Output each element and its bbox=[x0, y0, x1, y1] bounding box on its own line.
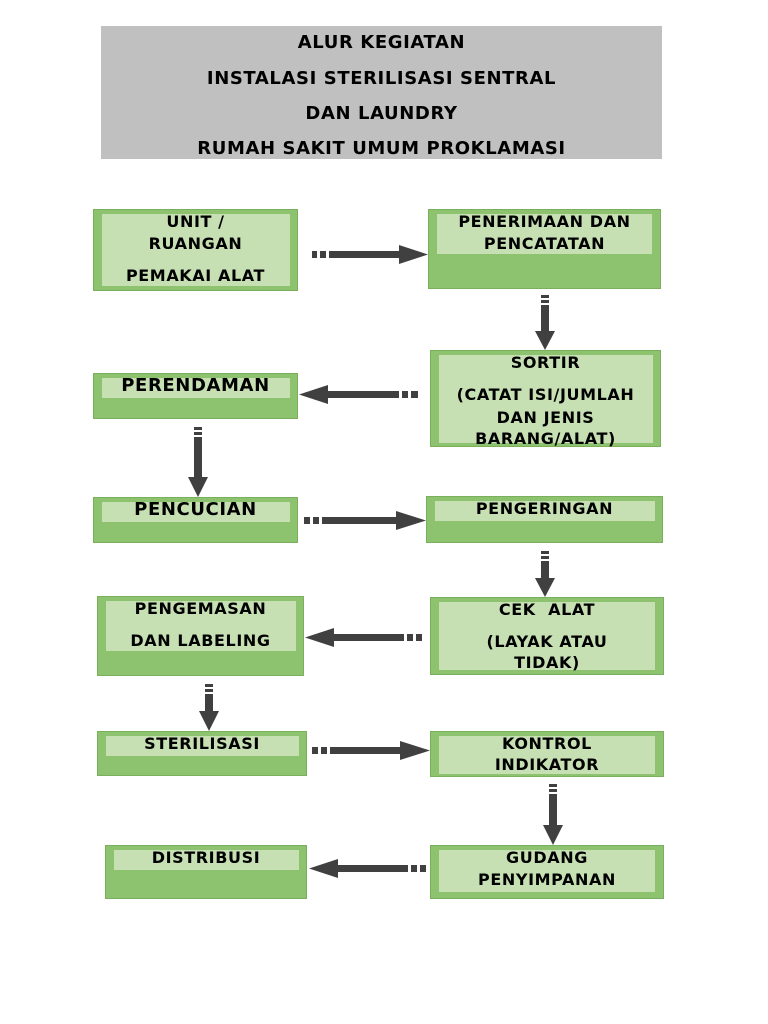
arrow-pengemasan-to-sterilisasi bbox=[199, 684, 219, 731]
node-sterilisasi-line-1: STERILISASI bbox=[144, 734, 260, 753]
node-gudang-line-2: PENYIMPANAN bbox=[478, 870, 616, 889]
arrow-gudang-to-distribusi bbox=[309, 859, 426, 878]
node-unit-ruangan-line-1: UNIT / bbox=[166, 212, 225, 231]
node-unit-ruangan-line-3: PEMAKAI ALAT bbox=[125, 266, 266, 285]
node-pencucian-line-1: PENCUCIAN bbox=[134, 499, 257, 520]
arrow-unit-to-penerimaan bbox=[312, 245, 428, 264]
node-kontrol-line-1: KONTROL bbox=[502, 734, 592, 753]
arrow-perendaman-to-pencucian bbox=[188, 427, 208, 497]
node-penerimaan-line-2: PENCATATAN bbox=[483, 234, 606, 253]
node-penerimaan-line-1: PENERIMAAN DAN bbox=[458, 212, 631, 231]
arrow-kontrol-to-gudang bbox=[543, 784, 563, 845]
node-sortir-line-4: BARANG/ALAT) bbox=[475, 429, 616, 448]
node-cek-alat-line-2: (LAYAK ATAU bbox=[486, 632, 608, 651]
node-sortir-line-3: DAN JENIS bbox=[496, 408, 595, 427]
title-line-2: INSTALASI STERILISASI SENTRAL bbox=[206, 68, 557, 89]
node-pengeringan-line-1: PENGERINGAN bbox=[475, 499, 614, 518]
node-distribusi-line-1: DISTRIBUSI bbox=[151, 848, 261, 867]
node-kontrol-line-2: INDIKATOR bbox=[494, 755, 600, 774]
arrow-pencucian-to-pengeringan bbox=[304, 511, 426, 530]
node-perendaman-line-1: PERENDAMAN bbox=[121, 375, 270, 396]
node-sortir-line-1: SORTIR bbox=[510, 353, 581, 372]
arrow-sortir-to-perendaman bbox=[299, 385, 418, 404]
arrow-pengeringan-to-cek-alat bbox=[535, 551, 555, 597]
title-line-4: RUMAH SAKIT UMUM PROKLAMASI bbox=[197, 138, 566, 159]
node-gudang-line-1: GUDANG bbox=[506, 848, 588, 867]
arrow-cek-alat-to-pengemasan bbox=[305, 628, 422, 647]
node-cek-alat-line-3: TIDAK) bbox=[514, 653, 580, 672]
node-unit-ruangan-line-2: RUANGAN bbox=[148, 234, 243, 253]
node-pengemasan-line-1: PENGEMASAN bbox=[134, 599, 267, 618]
node-cek-alat-line-1: CEK ALAT bbox=[498, 600, 596, 619]
node-pengemasan-line-2: DAN LABELING bbox=[130, 631, 271, 650]
title-line-1: ALUR KEGIATAN bbox=[297, 32, 466, 53]
arrow-sterilisasi-to-kontrol bbox=[312, 741, 430, 760]
arrow-penerimaan-to-sortir bbox=[535, 295, 555, 350]
title-line-3: DAN LAUNDRY bbox=[305, 103, 458, 124]
node-sortir-line-2: (CATAT ISI/JUMLAH bbox=[456, 385, 635, 404]
